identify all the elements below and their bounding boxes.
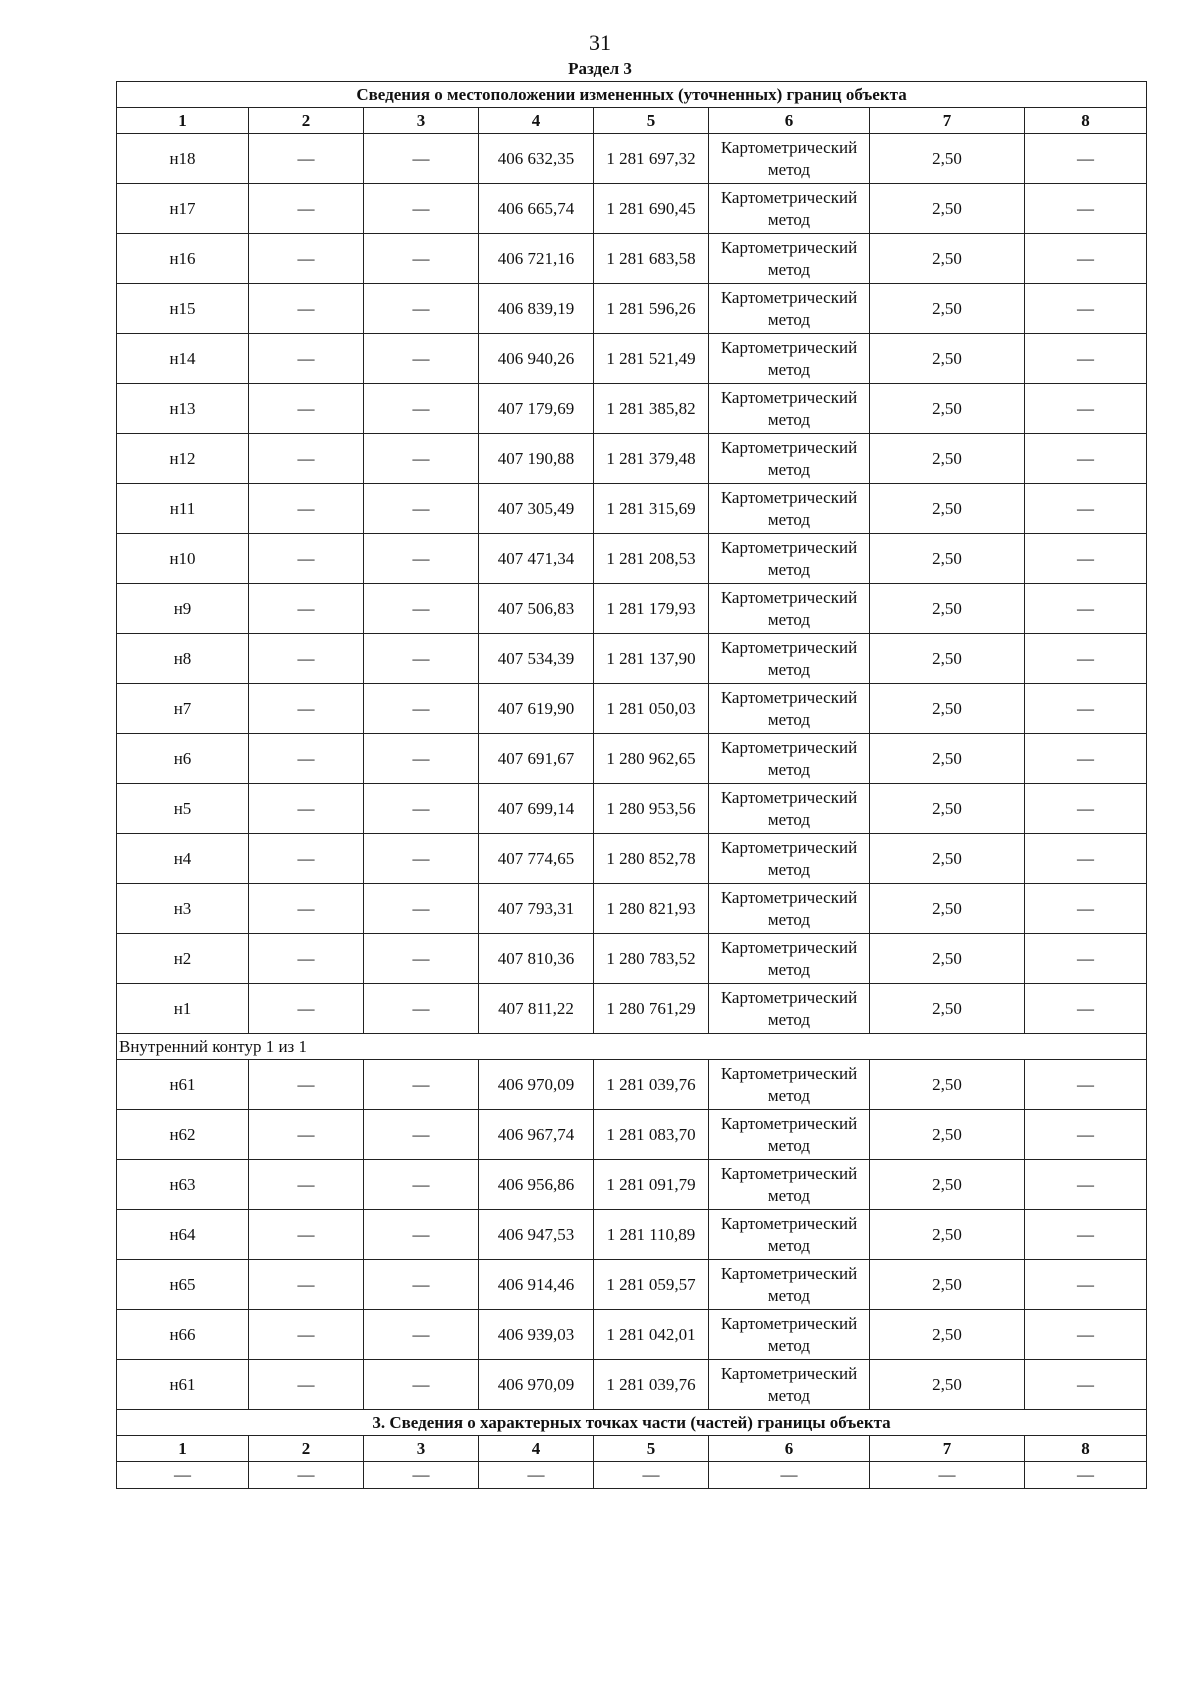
inner-contour-row [117, 1034, 1147, 1060]
accuracy-cell: 2,50 [870, 1160, 1025, 1210]
column-2-cell: — [249, 1360, 364, 1410]
method-cell: Картометрический метод [709, 934, 870, 984]
column-2-cell: — [249, 1210, 364, 1260]
column-2-cell: — [249, 434, 364, 484]
accuracy-cell: 2,50 [870, 434, 1025, 484]
y-coordinate-cell: 1 281 379,48 [594, 434, 709, 484]
accuracy-cell: 2,50 [870, 1210, 1025, 1260]
column-8-cell: — [1025, 784, 1147, 834]
column-2-cell: — [249, 634, 364, 684]
accuracy-cell: 2,50 [870, 134, 1025, 184]
point-name-cell: н18 [117, 134, 249, 184]
column-8-cell: — [1025, 884, 1147, 934]
point-row [117, 1260, 1147, 1310]
y-coordinate-cell: 1 281 083,70 [594, 1110, 709, 1160]
column-8-cell: — [1025, 984, 1147, 1034]
x-coordinate-cell: 406 940,26 [479, 334, 594, 384]
column-8-cell: — [1025, 334, 1147, 384]
method-cell: Картометрический метод [709, 484, 870, 534]
point-name-cell: н61 [117, 1360, 249, 1410]
x-coordinate-cell: 406 665,74 [479, 184, 594, 234]
accuracy-cell: 2,50 [870, 784, 1025, 834]
y-coordinate-cell: 1 281 042,01 [594, 1310, 709, 1360]
table-caption-row [117, 82, 1147, 108]
point-row [117, 734, 1147, 784]
empty-cell: — [594, 1462, 709, 1489]
column-8-cell: — [1025, 1160, 1147, 1210]
method-cell: Картометрический метод [709, 534, 870, 584]
column-number: 5 [594, 108, 709, 134]
y-coordinate-cell: 1 281 208,53 [594, 534, 709, 584]
point-name-cell: н63 [117, 1160, 249, 1210]
x-coordinate-cell: 407 179,69 [479, 384, 594, 434]
column-8-cell: — [1025, 484, 1147, 534]
accuracy-cell: 2,50 [870, 184, 1025, 234]
accuracy-cell: 2,50 [870, 334, 1025, 384]
point-name-cell: н5 [117, 784, 249, 834]
column-2-cell: — [249, 184, 364, 234]
column-3-cell: — [364, 1060, 479, 1110]
x-coordinate-cell: 407 793,31 [479, 884, 594, 934]
point-name-cell: н15 [117, 284, 249, 334]
column-2-cell: — [249, 134, 364, 184]
x-coordinate-cell: 407 506,83 [479, 584, 594, 634]
y-coordinate-cell: 1 281 596,26 [594, 284, 709, 334]
point-row [117, 234, 1147, 284]
point-name-cell: н9 [117, 584, 249, 634]
column-8-cell: — [1025, 634, 1147, 684]
column-3-cell: — [364, 434, 479, 484]
column-8-cell: — [1025, 1360, 1147, 1410]
point-row [117, 884, 1147, 934]
point-name-cell: н17 [117, 184, 249, 234]
column-3-cell: — [364, 284, 479, 334]
column-2-cell: — [249, 534, 364, 584]
column-3-cell: — [364, 534, 479, 584]
method-cell: Картометрический метод [709, 1360, 870, 1410]
parts-empty-row [117, 1462, 1147, 1489]
empty-cell: — [870, 1462, 1025, 1489]
accuracy-cell: 2,50 [870, 1110, 1025, 1160]
x-coordinate-cell: 406 970,09 [479, 1060, 594, 1110]
column-2-cell: — [249, 584, 364, 634]
point-row [117, 684, 1147, 734]
column-3-cell: — [364, 384, 479, 434]
column-3-cell: — [364, 1260, 479, 1310]
method-cell: Картометрический метод [709, 1310, 870, 1360]
column-number: 1 [117, 108, 249, 134]
y-coordinate-cell: 1 281 179,93 [594, 584, 709, 634]
method-cell: Картометрический метод [709, 584, 870, 634]
point-name-cell: н11 [117, 484, 249, 534]
point-row [117, 434, 1147, 484]
page-number: 31 [589, 30, 611, 55]
point-name-cell: н62 [117, 1110, 249, 1160]
point-name-cell: н12 [117, 434, 249, 484]
method-cell: Картометрический метод [709, 684, 870, 734]
y-coordinate-cell: 1 281 385,82 [594, 384, 709, 434]
column-2-cell: — [249, 684, 364, 734]
column-2-cell: — [249, 484, 364, 534]
column-3-cell: — [364, 684, 479, 734]
point-row [117, 834, 1147, 884]
y-coordinate-cell: 1 281 091,79 [594, 1160, 709, 1210]
y-coordinate-cell: 1 281 315,69 [594, 484, 709, 534]
column-8-cell: — [1025, 1210, 1147, 1260]
x-coordinate-cell: 406 956,86 [479, 1160, 594, 1210]
accuracy-cell: 2,50 [870, 1260, 1025, 1310]
y-coordinate-cell: 1 280 761,29 [594, 984, 709, 1034]
column-2-cell: — [249, 1160, 364, 1210]
y-coordinate-cell: 1 281 137,90 [594, 634, 709, 684]
column-2-cell: — [249, 784, 364, 834]
point-name-cell: н61 [117, 1060, 249, 1110]
y-coordinate-cell: 1 281 110,89 [594, 1210, 709, 1260]
empty-cell: — [479, 1462, 594, 1489]
empty-cell: — [709, 1462, 870, 1489]
x-coordinate-cell: 406 839,19 [479, 284, 594, 334]
point-name-cell: н7 [117, 684, 249, 734]
column-8-cell: — [1025, 384, 1147, 434]
method-cell: Картометрический метод [709, 384, 870, 434]
accuracy-cell: 2,50 [870, 484, 1025, 534]
point-row [117, 534, 1147, 584]
inner-contour-label: Внутренний контур 1 из 1 [117, 1034, 1147, 1060]
column-8-cell: — [1025, 1110, 1147, 1160]
column-3-cell: — [364, 834, 479, 884]
column-3-cell: — [364, 884, 479, 934]
column-number: 1 [117, 1436, 249, 1462]
point-name-cell: н3 [117, 884, 249, 934]
accuracy-cell: 2,50 [870, 384, 1025, 434]
point-row [117, 784, 1147, 834]
accuracy-cell: 2,50 [870, 534, 1025, 584]
column-3-cell: — [364, 1210, 479, 1260]
method-cell: Картометрический метод [709, 1160, 870, 1210]
empty-cell: — [249, 1462, 364, 1489]
column-number: 4 [479, 108, 594, 134]
accuracy-cell: 2,50 [870, 584, 1025, 634]
y-coordinate-cell: 1 281 690,45 [594, 184, 709, 234]
point-row [117, 1310, 1147, 1360]
column-3-cell: — [364, 934, 479, 984]
column-number: 3 [364, 1436, 479, 1462]
point-row [117, 1160, 1147, 1210]
accuracy-cell: 2,50 [870, 984, 1025, 1034]
parts-column-numbers-row [117, 1436, 1147, 1462]
empty-cell: — [1025, 1462, 1147, 1489]
column-8-cell: — [1025, 534, 1147, 584]
x-coordinate-cell: 407 190,88 [479, 434, 594, 484]
point-row [117, 1360, 1147, 1410]
point-row [117, 1210, 1147, 1260]
point-row [117, 1110, 1147, 1160]
column-3-cell: — [364, 1160, 479, 1210]
point-name-cell: н1 [117, 984, 249, 1034]
point-name-cell: н64 [117, 1210, 249, 1260]
column-3-cell: — [364, 734, 479, 784]
y-coordinate-cell: 1 280 852,78 [594, 834, 709, 884]
accuracy-cell: 2,50 [870, 1360, 1025, 1410]
column-3-cell: — [364, 134, 479, 184]
method-cell: Картометрический метод [709, 1260, 870, 1310]
method-cell: Картометрический метод [709, 634, 870, 684]
method-cell: Картометрический метод [709, 784, 870, 834]
column-8-cell: — [1025, 934, 1147, 984]
x-coordinate-cell: 407 691,67 [479, 734, 594, 784]
x-coordinate-cell: 407 619,90 [479, 684, 594, 734]
column-8-cell: — [1025, 284, 1147, 334]
column-number: 2 [249, 108, 364, 134]
column-2-cell: — [249, 334, 364, 384]
y-coordinate-cell: 1 280 962,65 [594, 734, 709, 784]
column-2-cell: — [249, 884, 364, 934]
column-3-cell: — [364, 334, 479, 384]
accuracy-cell: 2,50 [870, 1310, 1025, 1360]
point-row [117, 334, 1147, 384]
column-2-cell: — [249, 284, 364, 334]
point-row [117, 134, 1147, 184]
column-8-cell: — [1025, 1310, 1147, 1360]
column-number: 6 [709, 108, 870, 134]
boundary-table [116, 81, 1147, 1489]
column-2-cell: — [249, 1060, 364, 1110]
accuracy-cell: 2,50 [870, 734, 1025, 784]
y-coordinate-cell: 1 281 039,76 [594, 1060, 709, 1110]
point-name-cell: н10 [117, 534, 249, 584]
point-name-cell: н66 [117, 1310, 249, 1360]
method-cell: Картометрический метод [709, 184, 870, 234]
point-row [117, 1060, 1147, 1110]
column-8-cell: — [1025, 1260, 1147, 1310]
column-2-cell: — [249, 1260, 364, 1310]
method-cell: Картометрический метод [709, 734, 870, 784]
column-8-cell: — [1025, 834, 1147, 884]
y-coordinate-cell: 1 281 050,03 [594, 684, 709, 734]
x-coordinate-cell: 407 774,65 [479, 834, 594, 884]
point-name-cell: н2 [117, 934, 249, 984]
point-name-cell: н65 [117, 1260, 249, 1310]
x-coordinate-cell: 407 305,49 [479, 484, 594, 534]
column-3-cell: — [364, 984, 479, 1034]
y-coordinate-cell: 1 280 821,93 [594, 884, 709, 934]
point-row [117, 984, 1147, 1034]
x-coordinate-cell: 406 632,35 [479, 134, 594, 184]
point-name-cell: н4 [117, 834, 249, 884]
parts-caption-row [117, 1410, 1147, 1436]
column-8-cell: — [1025, 434, 1147, 484]
point-row [117, 384, 1147, 434]
x-coordinate-cell: 407 811,22 [479, 984, 594, 1034]
method-cell: Картометрический метод [709, 434, 870, 484]
accuracy-cell: 2,50 [870, 634, 1025, 684]
column-number: 8 [1025, 108, 1147, 134]
y-coordinate-cell: 1 281 697,32 [594, 134, 709, 184]
method-cell: Картометрический метод [709, 1210, 870, 1260]
column-2-cell: — [249, 1310, 364, 1360]
method-cell: Картометрический метод [709, 284, 870, 334]
column-3-cell: — [364, 634, 479, 684]
column-3-cell: — [364, 1360, 479, 1410]
empty-cell: — [364, 1462, 479, 1489]
x-coordinate-cell: 406 721,16 [479, 234, 594, 284]
accuracy-cell: 2,50 [870, 834, 1025, 884]
point-name-cell: н14 [117, 334, 249, 384]
column-numbers-row [117, 108, 1147, 134]
accuracy-cell: 2,50 [870, 934, 1025, 984]
method-cell: Картометрический метод [709, 134, 870, 184]
x-coordinate-cell: 406 967,74 [479, 1110, 594, 1160]
column-8-cell: — [1025, 734, 1147, 784]
column-2-cell: — [249, 1110, 364, 1160]
point-row [117, 284, 1147, 334]
column-2-cell: — [249, 984, 364, 1034]
parts-caption: 3. Сведения о характерных точках части (частей) границы объекта [117, 1410, 1147, 1436]
y-coordinate-cell: 1 281 683,58 [594, 234, 709, 284]
point-row [117, 934, 1147, 984]
point-row [117, 634, 1147, 684]
column-8-cell: — [1025, 134, 1147, 184]
table-caption: Сведения о местоположении измененных (уточненных) границ объекта [117, 82, 1147, 108]
accuracy-cell: 2,50 [870, 1060, 1025, 1110]
column-2-cell: — [249, 934, 364, 984]
y-coordinate-cell: 1 281 039,76 [594, 1360, 709, 1410]
column-3-cell: — [364, 234, 479, 284]
column-2-cell: — [249, 384, 364, 434]
x-coordinate-cell: 406 970,09 [479, 1360, 594, 1410]
method-cell: Картометрический метод [709, 1060, 870, 1110]
method-cell: Картометрический метод [709, 884, 870, 934]
accuracy-cell: 2,50 [870, 684, 1025, 734]
method-cell: Картометрический метод [709, 1110, 870, 1160]
column-number: 8 [1025, 1436, 1147, 1462]
point-name-cell: н8 [117, 634, 249, 684]
column-number: 7 [870, 1436, 1025, 1462]
section-title: Раздел 3 [568, 59, 632, 78]
column-3-cell: — [364, 484, 479, 534]
point-row [117, 484, 1147, 534]
column-3-cell: — [364, 1310, 479, 1360]
x-coordinate-cell: 407 699,14 [479, 784, 594, 834]
y-coordinate-cell: 1 280 953,56 [594, 784, 709, 834]
x-coordinate-cell: 407 534,39 [479, 634, 594, 684]
point-name-cell: н13 [117, 384, 249, 434]
method-cell: Картометрический метод [709, 834, 870, 884]
point-name-cell: н16 [117, 234, 249, 284]
column-3-cell: — [364, 784, 479, 834]
method-cell: Картометрический метод [709, 234, 870, 284]
accuracy-cell: 2,50 [870, 234, 1025, 284]
column-number: 5 [594, 1436, 709, 1462]
column-8-cell: — [1025, 584, 1147, 634]
point-name-cell: н6 [117, 734, 249, 784]
column-8-cell: — [1025, 684, 1147, 734]
x-coordinate-cell: 407 810,36 [479, 934, 594, 984]
method-cell: Картометрический метод [709, 334, 870, 384]
column-2-cell: — [249, 234, 364, 284]
column-8-cell: — [1025, 234, 1147, 284]
column-number: 6 [709, 1436, 870, 1462]
empty-cell: — [117, 1462, 249, 1489]
column-number: 2 [249, 1436, 364, 1462]
column-number: 7 [870, 108, 1025, 134]
column-3-cell: — [364, 184, 479, 234]
x-coordinate-cell: 406 947,53 [479, 1210, 594, 1260]
column-8-cell: — [1025, 184, 1147, 234]
x-coordinate-cell: 406 939,03 [479, 1310, 594, 1360]
x-coordinate-cell: 406 914,46 [479, 1260, 594, 1310]
y-coordinate-cell: 1 281 521,49 [594, 334, 709, 384]
point-row [117, 184, 1147, 234]
y-coordinate-cell: 1 280 783,52 [594, 934, 709, 984]
column-number: 3 [364, 108, 479, 134]
column-2-cell: — [249, 834, 364, 884]
column-8-cell: — [1025, 1060, 1147, 1110]
accuracy-cell: 2,50 [870, 884, 1025, 934]
y-coordinate-cell: 1 281 059,57 [594, 1260, 709, 1310]
x-coordinate-cell: 407 471,34 [479, 534, 594, 584]
accuracy-cell: 2,50 [870, 284, 1025, 334]
column-3-cell: — [364, 584, 479, 634]
point-row [117, 584, 1147, 634]
method-cell: Картометрический метод [709, 984, 870, 1034]
column-number: 4 [479, 1436, 594, 1462]
column-3-cell: — [364, 1110, 479, 1160]
column-2-cell: — [249, 734, 364, 784]
